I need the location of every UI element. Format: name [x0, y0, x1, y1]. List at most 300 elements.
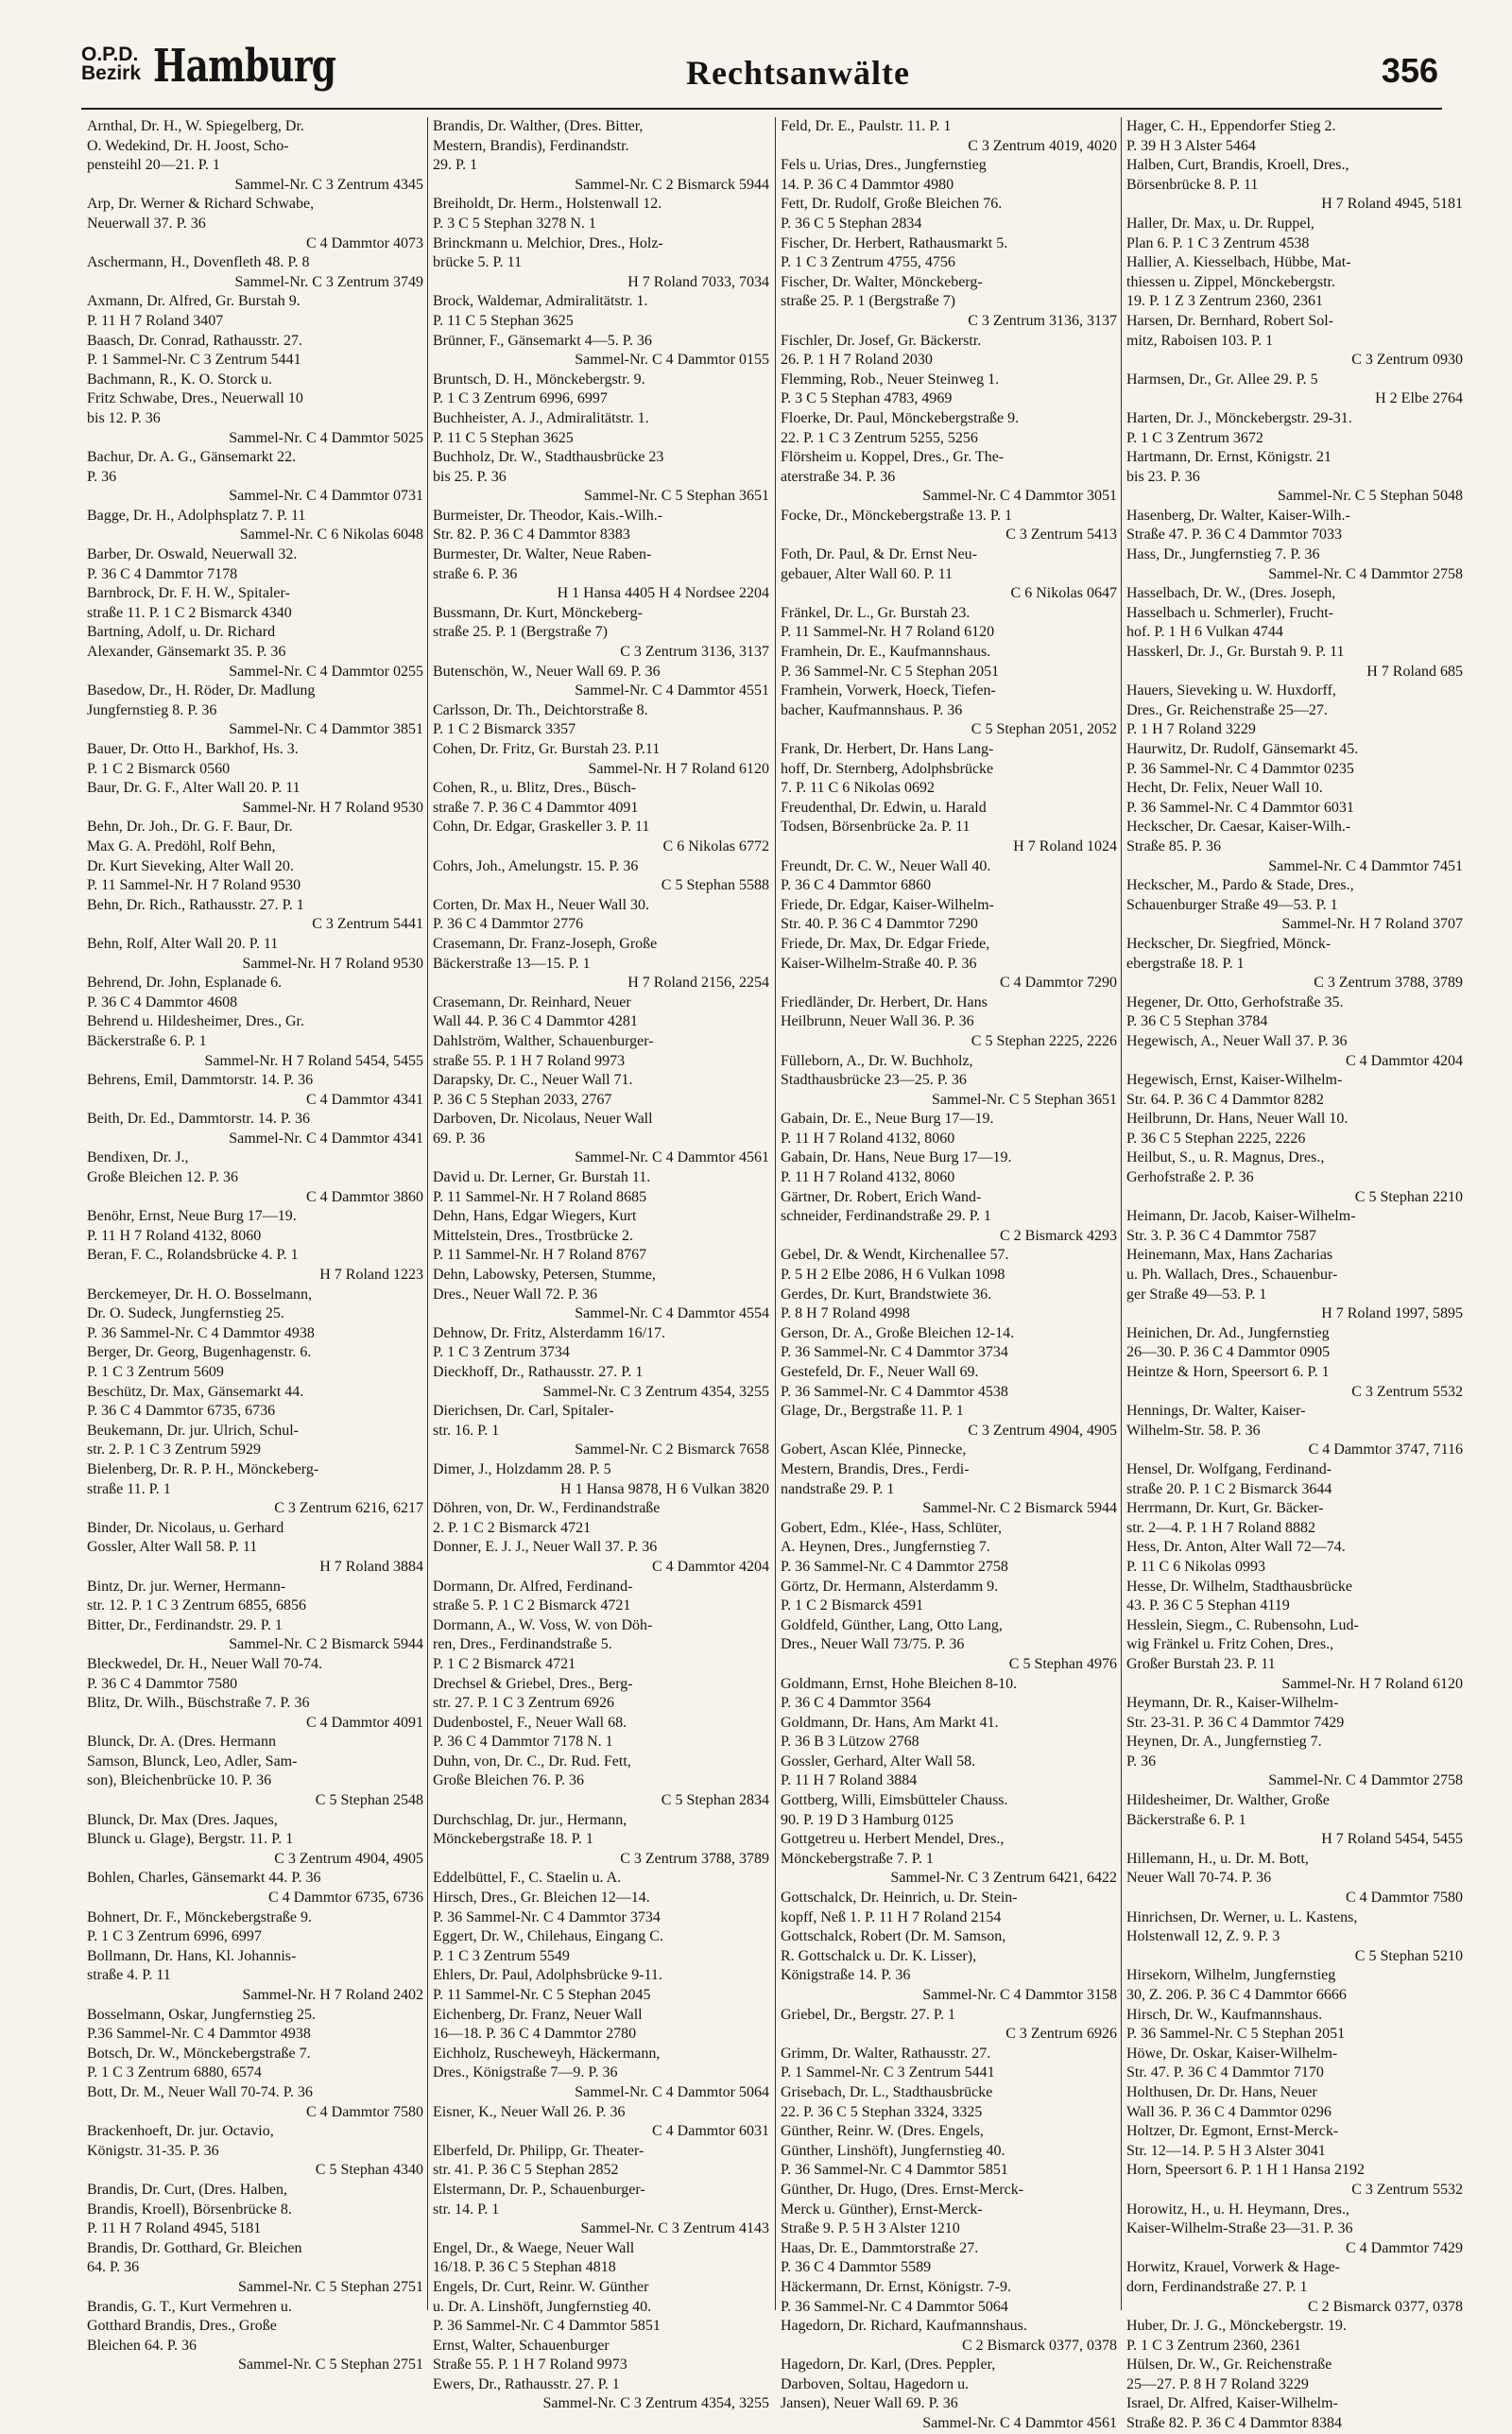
region-line-1: O.P.D. [81, 43, 139, 65]
entry-line: Sammel-Nr. C 4 Dammtor 0255 [229, 663, 423, 680]
entry-line: Gebel, Dr. & Wendt, Kirchenallee 57. [781, 1247, 1009, 1264]
entry-line: Aschermann, H., Dovenfleth 48. P. 8 [87, 254, 310, 271]
entry-line: Behn, Dr. Joh., Dr. G. F. Baur, Dr. [87, 819, 293, 836]
entry-line: Sammel-Nr. C 4 Dammtor 4561 [575, 1149, 769, 1166]
entry-line: P. 36 [87, 468, 117, 485]
entry-line: C 4 Dammtor 4204 [652, 1558, 769, 1575]
entry-line: Ernst, Walter, Schauenburger [433, 2337, 610, 2354]
entry-line: 69. P. 36 [433, 1130, 486, 1147]
entry-line: Darapsky, Dr. C., Neuer Wall 71. [433, 1072, 633, 1089]
entry-line: Friedländer, Dr. Herbert, Dr. Hans [781, 993, 988, 1010]
entry-line: Dahlström, Walther, Schauenburger- [433, 1032, 654, 1049]
entry-line: Königstraße 14. P. 36 [781, 1967, 911, 1984]
entry-line: C 5 Stephan 2210 [1354, 1188, 1463, 1205]
entry-line: Str. 23-31. P. 36 C 4 Dammtor 7429 [1126, 1714, 1345, 1731]
entry-line: schneider, Ferdinandstraße 29. P. 1 [781, 1208, 991, 1225]
entry-line: Sammel-Nr. C 4 Dammtor 0731 [229, 488, 423, 505]
entry-line: 26. P. 1 H 7 Roland 2030 [781, 352, 933, 369]
entry-line: P. 36 C 4 Dammtor 6735, 6736 [87, 1403, 276, 1420]
entry-line: Fett, Dr. Rudolf, Große Bleichen 76. [781, 196, 1003, 213]
entry-line: Gestefeld, Dr. F., Neuer Wall 69. [781, 1364, 979, 1380]
entry-line: Goldmann, Dr. Hans, Am Markt 41. [781, 1714, 999, 1731]
entry-line: Gobert, Edm., Klée-, Hass, Schlüter, [781, 1519, 1002, 1536]
entry-line: Butenschön, W., Neuer Wall 69. P. 36 [433, 663, 661, 680]
entry-line: hoff, Dr. Sternberg, Adolphsbrücke [781, 760, 994, 777]
entry-line: C 6 Nikolas 6772 [662, 837, 769, 854]
entry-line: P. 11 Sammel-Nr. H 7 Roland 9530 [87, 877, 301, 894]
entry-line: Heinichen, Dr. Ad., Jungfernstieg [1126, 1324, 1330, 1341]
entry-line: C 3 Zentrum 5532 [1351, 1383, 1463, 1400]
entry-line: Günther, Linshöft), Jungfernstieg 40. [781, 2142, 1005, 2159]
entry-line: Sammel-Nr. C 4 Dammtor 0155 [575, 352, 769, 369]
entry-line: Harmsen, Dr., Gr. Allee 29. P. 5 [1126, 371, 1318, 388]
entry-line: H 7 Roland 5454, 5455 [1321, 1831, 1463, 1848]
entry-line: P. 11 H 7 Roland 3884 [781, 1772, 918, 1789]
entry-line: Hauers, Sieveking u. W. Huxdorff, [1126, 682, 1336, 699]
entry-line: str. 16. P. 1 [433, 1422, 500, 1439]
entry-line: Harsen, Dr. Bernhard, Robert Sol- [1126, 312, 1334, 329]
entry-line: Eichholz, Ruscheweyh, Häckermann, [433, 2045, 661, 2062]
entry-line: Freundt, Dr. C. W., Neuer Wall 40. [781, 857, 991, 874]
entry-line: P. 1 C 3 Zentrum 3734 [433, 1344, 570, 1361]
entry-line: P. 1 Sammel-Nr. C 3 Zentrum 5441 [87, 352, 301, 369]
entry-line: Bohnert, Dr. F., Mönckebergstraße 9. [87, 1908, 312, 1925]
entry-line: straße 20. P. 1 C 2 Bismarck 3644 [1126, 1480, 1332, 1497]
entry-line: P. 36 C 4 Dammtor 5589 [781, 2259, 932, 2276]
entry-line: C 4 Dammtor 4341 [306, 1091, 423, 1108]
entry-line: Blitz, Dr. Wilh., Büschstraße 7. P. 36 [87, 1695, 310, 1712]
entry-line: P. 36 C 5 Stephan 2225, 2226 [1126, 1130, 1306, 1147]
entry-line: Duhn, von, Dr. C., Dr. Rud. Fett, [433, 1752, 631, 1769]
entry-line: Sammel-Nr. C 4 Dammtor 2758 [1268, 1772, 1463, 1789]
entry-line: Gabain, Dr. Hans, Neue Burg 17—19. [781, 1149, 1012, 1166]
entry-line: P. 1 C 3 Zentrum 6996, 6997 [433, 390, 608, 407]
entry-line: Barnbrock, Dr. F. H. W., Spitaler- [87, 585, 290, 602]
entry-line: P. 5 H 2 Elbe 2086, H 6 Vulkan 1098 [781, 1267, 1005, 1284]
entry-line: Behrens, Emil, Dammtorstr. 14. P. 36 [87, 1072, 314, 1089]
entry-line: straße 25. P. 1 (Bergstraße 7) [433, 624, 608, 641]
entry-line: Sammel-Nr. C 2 Bismarck 5944 [922, 1500, 1117, 1517]
entry-line: Sammel-Nr. C 5 Stephan 2751 [238, 2356, 423, 2374]
entry-line: Haas, Dr. E., Dammtorstraße 27. [781, 2239, 979, 2256]
entry-line: Bott, Dr. M., Neuer Wall 70-74. P. 36 [87, 2083, 313, 2100]
entry-line: Häckermann, Dr. Ernst, Königstr. 7-9. [781, 2278, 1011, 2295]
entry-line: P. 1 Sammel-Nr. C 3 Zentrum 5441 [781, 2064, 995, 2081]
entry-line: Sammel-Nr. C 4 Dammtor 3851 [229, 721, 423, 738]
entry-line: Berger, Dr. Georg, Bugenhagenstr. 6. [87, 1344, 312, 1361]
entry-line: Sammel-Nr. C 5 Stephan 5048 [1278, 488, 1463, 505]
entry-line: Hesslein, Siegm., C. Rubensohn, Lud- [1126, 1616, 1359, 1633]
entry-line: Brock, Waldemar, Admiralitätstr. 1. [433, 293, 648, 310]
entry-line: Dehnow, Dr. Fritz, Alsterdamm 16/17. [433, 1324, 666, 1341]
entry-line: Samson, Blunck, Leo, Adler, Sam- [87, 1752, 298, 1769]
entry-line: Hasenberg, Dr. Walter, Kaiser-Wilh.- [1126, 507, 1350, 524]
entry-line: P. 39 H 3 Alster 5464 [1126, 137, 1256, 154]
entry-line: thiessen u. Zippel, Mönckebergstr. [1126, 273, 1335, 290]
entry-line: Gottschalck, Dr. Heinrich, u. Dr. Stein- [781, 1890, 1018, 1907]
entry-line: str. 41. P. 36 C 5 Stephan 2852 [433, 2162, 619, 2179]
entry-line: Heilbrunn, Neuer Wall 36. P. 36 [781, 1013, 974, 1030]
entry-line: Heimann, Dr. Jacob, Kaiser-Wilhelm- [1126, 1208, 1356, 1225]
entry-line: C 2 Bismarck 4293 [1000, 1227, 1117, 1244]
entry-line: P. 36 C 5 Stephan 3784 [1126, 1013, 1268, 1030]
entry-line: Holthusen, Dr. Dr. Hans, Neuer [1126, 2083, 1317, 2100]
entry-line: Sammel-Nr. C 4 Dammtor 4554 [575, 1305, 769, 1322]
entry-line: Corten, Dr. Max H., Neuer Wall 30. [433, 896, 650, 913]
entry-line: P. 36 C 4 Dammtor 7178 N. 1 [433, 1734, 613, 1751]
entry-line: Beran, F. C., Rolandsbrücke 4. P. 1 [87, 1247, 299, 1264]
entry-line: Sammel-Nr. C 4 Dammtor 7451 [1268, 857, 1463, 874]
entry-line: C 5 Stephan 2051, 2052 [971, 721, 1117, 738]
city-title: Hamburg [153, 40, 336, 93]
entry-line: C 3 Zentrum 4019, 4020 [968, 137, 1117, 154]
entry-line: Max G. A. Predöhl, Rolf Behn, [87, 837, 276, 854]
entry-line: Flörsheim u. Koppel, Dres., Gr. The- [781, 449, 1005, 466]
entry-line: Sammel-Nr. C 4 Dammtor 4341 [229, 1130, 423, 1147]
entry-line: 22. P. 1 C 3 Zentrum 5255, 5256 [781, 429, 978, 446]
entry-line: R. Gottschalck u. Dr. K. Lisser), [781, 1947, 977, 1964]
entry-line: Carlsson, Dr. Th., Deichtorstraße 8. [433, 701, 648, 718]
entry-line: H 1 Hansa 9878, H 6 Vulkan 3820 [560, 1480, 769, 1497]
entry-line: Bendixen, Dr. J., [87, 1149, 189, 1166]
entry-line: Sammel-Nr. C 6 Nikolas 6048 [239, 527, 423, 544]
entry-line: Hegewisch, A., Neuer Wall 37. P. 36 [1126, 1032, 1348, 1049]
entry-line: Sammel-Nr. C 3 Zentrum 4354, 3255 [542, 1383, 769, 1400]
entry-line: P.36 Sammel-Nr. C 4 Dammtor 4938 [87, 2026, 311, 2043]
entry-line: H 2 Elbe 2764 [1375, 390, 1463, 407]
page-header [81, 42, 1442, 106]
entry-line: Bosselmann, Oskar, Jungfernstieg 25. [87, 2006, 316, 2023]
entry-line: Baur, Dr. G. F., Alter Wall 20. P. 11 [87, 780, 301, 797]
entry-line: Hager, C. H., Eppendorfer Stieg 2. [1126, 118, 1336, 134]
entry-line: C 3 Zentrum 6216, 6217 [274, 1500, 423, 1517]
entry-line: C 4 Dammtor 7580 [1346, 1890, 1463, 1907]
entry-line: P. 36 C 4 Dammtor 2776 [433, 916, 584, 933]
entry-line: Behrend u. Hildesheimer, Dres., Gr. [87, 1013, 304, 1030]
entry-line: Hegener, Dr. Otto, Gerhofstraße 35. [1126, 993, 1344, 1010]
entry-line: Israel, Dr. Alfred, Kaiser-Wilhelm- [1126, 2395, 1338, 2412]
entry-line: Eddelbüttel, F., C. Staelin u. A. [433, 1870, 622, 1887]
entry-line: P. 11 C 5 Stephan 3625 [433, 312, 574, 329]
entry-line: P. 1 C 2 Bismarck 4591 [781, 1597, 924, 1614]
entry-line: Sammel-Nr. H 7 Roland 6120 [1281, 1675, 1463, 1692]
entry-line: Dehn, Hans, Edgar Wiegers, Kurt [433, 1208, 637, 1225]
entry-line: Brünner, F., Gänsemarkt 4—5. P. 36 [433, 332, 652, 349]
entry-line: Bollmann, Dr. Hans, Kl. Johannis- [87, 1947, 297, 1964]
entry-line: Mönckebergstraße 7. P. 1 [781, 1850, 934, 1867]
entry-line: Hallier, A. Kiesselbach, Hübbe, Mat- [1126, 254, 1351, 271]
entry-line: Großer Burstah 23. P. 11 [1126, 1655, 1276, 1672]
entry-line: Bachur, Dr. A. G., Gänsemarkt 22. [87, 449, 297, 466]
column-4 [1126, 117, 1463, 2432]
entry-line: Sammel-Nr. H 7 Roland 9530 [242, 955, 423, 972]
entry-line: Große Bleichen 76. P. 36 [433, 1772, 584, 1789]
entry-line: Sammel-Nr. C 4 Dammtor 3051 [922, 488, 1117, 505]
entry-line: Sammel-Nr. H 7 Roland 6120 [588, 760, 769, 777]
entry-line: C 3 Zentrum 5441 [312, 916, 423, 933]
entry-line: Axmann, Dr. Alfred, Gr. Burstah 9. [87, 293, 301, 310]
entry-line: Bauer, Dr. Otto H., Barkhof, Hs. 3. [87, 741, 299, 757]
entry-line: P. 36 Sammel-Nr. C 4 Dammtor 2758 [781, 1558, 1008, 1575]
entry-line: Wilhelm-Str. 58. P. 36 [1126, 1422, 1261, 1439]
entry-line: Hegewisch, Ernst, Kaiser-Wilhelm- [1126, 1072, 1343, 1089]
entry-line: Gottgetreu u. Herbert Mendel, Dres., [781, 1831, 1005, 1848]
entry-line: P. 36 Sammel-Nr. C 4 Dammtor 6031 [1126, 799, 1354, 816]
entry-line: C 4 Dammtor 6031 [652, 2123, 769, 2140]
entry-line: Jungfernstieg 8. P. 36 [87, 701, 217, 718]
entry-line: Sammel-Nr. C 3 Zentrum 3749 [234, 273, 423, 290]
entry-line: dorn, Ferdinandstraße 27. P. 1 [1126, 2278, 1308, 2295]
entry-line: Floerke, Dr. Paul, Mönckebergstraße 9. [781, 409, 1020, 426]
entry-line: Hirsch, Dr. W., Kaufmannshaus. [1126, 2006, 1323, 2023]
entry-line: Elberfeld, Dr. Philipp, Gr. Theater- [433, 2142, 644, 2159]
entry-line: Dres., Gr. Reichenstraße 25—27. [1126, 701, 1328, 718]
entry-line: Cohrs, Joh., Amelungstr. 15. P. 36 [433, 857, 639, 874]
entry-line: Framhein, Dr. E., Kaufmannshaus. [781, 644, 991, 661]
entry-line: Dr. Kurt Sieveking, Alter Wall 20. [87, 857, 294, 874]
entry-line: Mestern, Brandis), Ferdinandstr. [433, 137, 629, 154]
entry-line: P. 36 C 4 Dammtor 7580 [87, 1675, 238, 1692]
entry-line: P. 36 Sammel-Nr. C 4 Dammtor 5851 [781, 2162, 1008, 2179]
entry-line: wig Fränkel u. Fritz Cohen, Dres., [1126, 1636, 1334, 1653]
column-2 [433, 117, 769, 2412]
entry-line: Sammel-Nr. C 5 Stephan 2751 [238, 2278, 423, 2295]
entry-line: Sammel-Nr. H 7 Roland 5454, 5455 [204, 1052, 423, 1069]
entry-line: Sammel-Nr. C 4 Dammtor 5025 [229, 429, 423, 446]
entry-line: bis 23. P. 36 [1126, 468, 1200, 485]
entry-line: Eichenberg, Dr. Franz, Neuer Wall [433, 2006, 643, 2023]
column-divider [427, 117, 428, 2310]
entry-line: Hensel, Dr. Wolfgang, Ferdinand- [1126, 1460, 1332, 1477]
entry-line: Str. 12—14. P. 5 H 3 Alster 3041 [1126, 2142, 1326, 2159]
entry-line: Crasemann, Dr. Franz-Joseph, Große [433, 935, 658, 952]
entry-line: mitz, Raboisen 103. P. 1 [1126, 332, 1274, 349]
entry-line: Sammel-Nr. H 7 Roland 9530 [242, 799, 423, 816]
entry-line: Straße 9. P. 5 H 3 Alster 1210 [781, 2220, 960, 2237]
entry-line: P. 11 C 6 Nikolas 0993 [1126, 1558, 1265, 1575]
entry-line: P. 11 H 7 Roland 4132, 8060 [781, 1169, 955, 1186]
page-number: 356 [1381, 51, 1438, 90]
entry-line: P. 36 Sammel-Nr. C 4 Dammtor 3734 [433, 1908, 661, 1925]
entry-line: Beith, Dr. Ed., Dammtorstr. 14. P. 36 [87, 1111, 310, 1128]
entry-line: P. 8 H 7 Roland 4998 [781, 1305, 910, 1322]
entry-line: C 4 Dammtor 7580 [306, 2103, 423, 2120]
entry-line: P. 1 C 3 Zentrum 6880, 6574 [87, 2064, 262, 2081]
entry-line: Bartning, Adolf, u. Dr. Richard [87, 624, 276, 641]
entry-line: P. 11 Sammel-Nr. C 5 Stephan 2045 [433, 1987, 651, 2003]
entry-line: Gottberg, Willi, Eimsbütteler Chauss. [781, 1792, 1008, 1809]
entry-line: Hennings, Dr. Walter, Kaiser- [1126, 1403, 1306, 1420]
entry-line: C 3 Zentrum 3136, 3137 [620, 644, 769, 661]
entry-line: Glage, Dr., Bergstraße 11. P. 1 [781, 1403, 964, 1420]
entry-line: Buchholz, Dr. W., Stadthausbrücke 23 [433, 449, 664, 466]
entry-line: Brandis, G. T., Kurt Vermehren u. [87, 2298, 292, 2315]
entry-line: Dres., Neuer Wall 72. P. 36 [433, 1286, 597, 1303]
entry-line: Goldmann, Ernst, Hohe Bleichen 8-10. [781, 1675, 1018, 1692]
entry-line: straße 7. P. 36 C 4 Dammtor 4091 [433, 799, 639, 816]
entry-line: Sammel-Nr. C 4 Dammtor 5064 [575, 2083, 769, 2100]
entry-line: Brandis, Kroell), Börsenbrücke 8. [87, 2201, 292, 2218]
entry-line: Engel, Dr., & Waege, Neuer Wall [433, 2239, 635, 2256]
entry-line: ren, Dres., Ferdinandstraße 5. [433, 1636, 612, 1653]
entry-line: P. 36 C 4 Dammtor 4608 [87, 993, 238, 1010]
entry-line: Heilbrunn, Dr. Hans, Neuer Wall 10. [1126, 1111, 1349, 1128]
entry-line: C 5 Stephan 4976 [1008, 1655, 1117, 1672]
entry-line: straße 11. P. 1 [87, 1480, 171, 1497]
entry-line: Sammel-Nr. C 4 Dammtor 4551 [575, 682, 769, 699]
entry-line: Hasskerl, Dr. J., Gr. Burstah 9. P. 11 [1126, 644, 1345, 661]
entry-line: P. 1 C 3 Zentrum 2360, 2361 [1126, 2337, 1301, 2354]
entry-line: straße 11. P. 1 C 2 Bismarck 4340 [87, 604, 292, 621]
entry-line: Hildesheimer, Dr. Walther, Große [1126, 1792, 1330, 1809]
entry-line: Hess, Dr. Anton, Alter Wall 72—74. [1126, 1539, 1346, 1556]
entry-line: P. 1 C 2 Bismarck 3357 [433, 721, 576, 738]
entry-line: Friede, Dr. Edgar, Kaiser-Wilhelm- [781, 896, 994, 913]
entry-line: C 2 Bismarck 0377, 0378 [962, 2337, 1117, 2354]
entry-line: David u. Dr. Lerner, Gr. Burstah 11. [433, 1169, 651, 1186]
entry-line: ger Straße 49—53. P. 1 [1126, 1286, 1267, 1303]
entry-line: Breiholdt, Dr. Herm., Holstenwall 12. [433, 196, 662, 213]
entry-line: Brinckmann u. Melchior, Dres., Holz- [433, 234, 663, 251]
entry-line: P. 3 C 5 Stephan 4783, 4969 [781, 390, 953, 407]
entry-line: Bleichen 64. P. 36 [87, 2337, 197, 2354]
entry-line: Hagedorn, Dr. Richard, Kaufmannshaus. [781, 2318, 1027, 2335]
entry-line: P. 36 C 4 Dammtor 6860 [781, 877, 932, 894]
entry-line: Holtzer, Dr. Egmont, Ernst-Merck- [1126, 2123, 1339, 2140]
entry-line: P. 36 C 4 Dammtor 7178 [87, 565, 238, 582]
entry-line: straße 6. P. 36 [433, 565, 518, 582]
entry-line: Burmester, Dr. Walter, Neue Raben- [433, 546, 652, 563]
entry-line: P. 11 C 5 Stephan 3625 [433, 429, 574, 446]
entry-line: Haurwitz, Dr. Rudolf, Gänsemarkt 45. [1126, 741, 1359, 757]
entry-line: Heynen, Dr. A., Jungfernstieg 7. [1126, 1734, 1322, 1751]
entry-line: brücke 5. P. 11 [433, 254, 523, 271]
entry-line: P. 36 Sammel-Nr. C 4 Dammtor 5851 [433, 2318, 661, 2335]
entry-line: Crasemann, Dr. Reinhard, Neuer [433, 993, 631, 1010]
entry-line: Freudenthal, Dr. Edwin, u. Harald [781, 799, 987, 816]
entry-line: Goldfeld, Günther, Lang, Otto Lang, [781, 1616, 1003, 1633]
entry-line: Heilbut, S., u. R. Magnus, Dres., [1126, 1149, 1325, 1166]
entry-line: str. 12. P. 1 C 3 Zentrum 6855, 6856 [87, 1597, 307, 1614]
entry-line: 7. P. 11 C 6 Nikolas 0692 [781, 780, 935, 797]
entry-line: Halben, Curt, Brandis, Kroell, Dres., [1126, 157, 1349, 174]
entry-line: Bäckerstraße 6. P. 1 [87, 1032, 207, 1049]
entry-line: Donner, E. J. J., Neuer Wall 37. P. 36 [433, 1539, 658, 1556]
entry-line: C 3 Zentrum 3136, 3137 [968, 312, 1117, 329]
entry-line: Baasch, Dr. Conrad, Rathausstr. 27. [87, 332, 302, 349]
entry-line: Huber, Dr. J. G., Mönckebergstr. 19. [1126, 2318, 1347, 2335]
entry-line: Blunck, Dr. Max (Dres. Jaques, [87, 1811, 278, 1828]
entry-line: nandstraße 29. P. 1 [781, 1480, 895, 1497]
entry-line: str. 14. P. 1 [433, 2201, 500, 2218]
entry-line: Horowitz, H., u. H. Heymann, Dres., [1126, 2201, 1349, 2218]
entry-line: Börsenbrücke 8. P. 11 [1126, 176, 1259, 193]
entry-line: P. 36 Sammel-Nr. C 5 Stephan 2051 [781, 663, 1000, 680]
entry-line: Fels u. Urias, Dres., Jungfernstieg [781, 157, 987, 174]
entry-line: Fülleborn, A., Dr. W. Buchholz, [781, 1052, 973, 1069]
entry-line: H 7 Roland 685 [1366, 663, 1463, 680]
entry-line: C 5 Stephan 4340 [315, 2162, 423, 2179]
entry-line: P. 1 C 2 Bismarck 4721 [433, 1655, 576, 1672]
entry-line: Heinemann, Max, Hans Zacharias [1126, 1247, 1333, 1264]
column-1 [87, 117, 423, 2374]
entry-line: Behn, Rolf, Alter Wall 20. P. 11 [87, 935, 279, 952]
entry-line: Schauenburger Straße 49—53. P. 1 [1126, 896, 1338, 913]
entry-line: Mestern, Brandis, Dres., Ferdi- [781, 1460, 970, 1477]
entry-line: Benöhr, Ernst, Neue Burg 17—19. [87, 1208, 297, 1225]
entry-line: Horn, Speersort 6. P. 1 H 1 Hansa 2192 [1126, 2162, 1365, 2179]
entry-line: Hesse, Dr. Wilhelm, Stadthausbrücke [1126, 1578, 1353, 1595]
entry-line: Heymann, Dr. R., Kaiser-Wilhelm- [1126, 1695, 1339, 1712]
entry-line: Sammel-Nr. C 3 Zentrum 4354, 3255 [542, 2395, 769, 2412]
entry-line: P. 1 C 3 Zentrum 6996, 6997 [87, 1928, 262, 1945]
entry-line: Hagedorn, Dr. Karl, (Dres. Peppler, [781, 2356, 996, 2374]
entry-line: Bintz, Dr. jur. Werner, Hermann- [87, 1578, 286, 1595]
entry-line: Fritz Schwabe, Dres., Neuerwall 10 [87, 390, 303, 407]
entry-line: kopff, Neß 1. P. 11 H 7 Roland 2154 [781, 1908, 1002, 1925]
entry-line: C 4 Dammtor 7429 [1346, 2239, 1463, 2256]
entry-line: Höwe, Dr. Oskar, Kaiser-Wilhelm- [1126, 2045, 1338, 2062]
entry-line: Sammel-Nr. C 2 Bismarck 7658 [575, 1441, 769, 1459]
entry-line: C 5 Stephan 5210 [1354, 1947, 1463, 1964]
region-label [81, 45, 141, 83]
entry-line: Straße 47. P. 36 C 4 Dammtor 7033 [1126, 527, 1342, 544]
entry-line: Todsen, Börsenbrücke 2a. P. 11 [781, 819, 971, 836]
entry-line: Behn, Dr. Rich., Rathausstr. 27. P. 1 [87, 896, 304, 913]
entry-line: Gotthard Brandis, Dres., Große [87, 2318, 277, 2335]
entry-line: Fränkel, Dr. L., Gr. Burstah 23. [781, 604, 971, 621]
entry-line: H 7 Roland 1997, 5895 [1321, 1305, 1463, 1322]
entry-line: Behrend, Dr. John, Esplanade 6. [87, 975, 283, 992]
entry-line: 64. P. 36 [87, 2259, 140, 2276]
entry-line: Günther, Dr. Hugo, (Dres. Ernst-Merck- [781, 2181, 1024, 2198]
entry-line: C 5 Stephan 2548 [315, 1792, 423, 1809]
entry-line: H 1 Hansa 4405 H 4 Nordsee 2204 [557, 585, 769, 602]
entry-line: C 5 Stephan 2225, 2226 [971, 1032, 1117, 1049]
entry-line: A. Heynen, Dres., Jungfernstieg 7. [781, 1539, 990, 1556]
entry-line: Wall 36. P. 36 C 4 Dammtor 0296 [1126, 2103, 1332, 2120]
entry-line: Eggert, Dr. W., Chilehaus, Eingang C. [433, 1928, 663, 1945]
entry-line: P. 36 Sammel-Nr. C 4 Dammtor 4938 [87, 1324, 315, 1341]
entry-line: P. 36 B 3 Lützow 2768 [781, 1734, 919, 1751]
entry-line: bis 25. P. 36 [433, 468, 507, 485]
entry-line: Hass, Dr., Jungfernstieg 7. P. 36 [1126, 546, 1320, 563]
entry-line: Holstenwall 12, Z. 9. P. 3 [1126, 1928, 1280, 1945]
entry-line: Sammel-Nr. C 3 Zentrum 6421, 6422 [890, 1870, 1117, 1887]
entry-line: P. 36 [1126, 1752, 1157, 1769]
entry-line: Sammel-Nr. H 7 Roland 2402 [242, 1987, 423, 2003]
entry-line: Bäckerstraße 13—15. P. 1 [433, 955, 591, 972]
entry-line: P. 11 Sammel-Nr. H 7 Roland 8685 [433, 1188, 647, 1205]
entry-line: H 7 Roland 2156, 2254 [627, 975, 769, 992]
entry-line: str. 2—4. P. 1 H 7 Roland 8882 [1126, 1519, 1316, 1536]
entry-line: hof. P. 1 H 6 Vulkan 4744 [1126, 624, 1283, 641]
entry-line: C 4 Dammtor 4091 [306, 1714, 423, 1731]
entry-line: H 7 Roland 7033, 7034 [627, 273, 769, 290]
entry-line: bis 12. P. 36 [87, 409, 161, 426]
entry-line: C 4 Dammtor 6735, 6736 [268, 1890, 423, 1907]
entry-line: C 4 Dammtor 3860 [306, 1188, 423, 1205]
entry-line: Hirsekorn, Wilhelm, Jungfernstieg [1126, 1967, 1336, 1984]
entry-line: Barber, Dr. Oswald, Neuerwall 32. [87, 546, 298, 563]
entry-line: P. 11 H 7 Roland 4132, 8060 [781, 1130, 955, 1147]
entry-line: Gobert, Ascan Klée, Pinnecke, [781, 1441, 967, 1459]
entry-line: Gerdes, Dr. Kurt, Brandstwiete 36. [781, 1286, 992, 1303]
entry-line: C 3 Zentrum 0930 [1351, 352, 1463, 369]
entry-line: 16/18. P. 36 C 5 Stephan 4818 [433, 2259, 616, 2276]
entry-line: P. 36 C 5 Stephan 2834 [781, 215, 922, 232]
entry-line: Dr. O. Sudeck, Jungfernstieg 25. [87, 1305, 284, 1322]
